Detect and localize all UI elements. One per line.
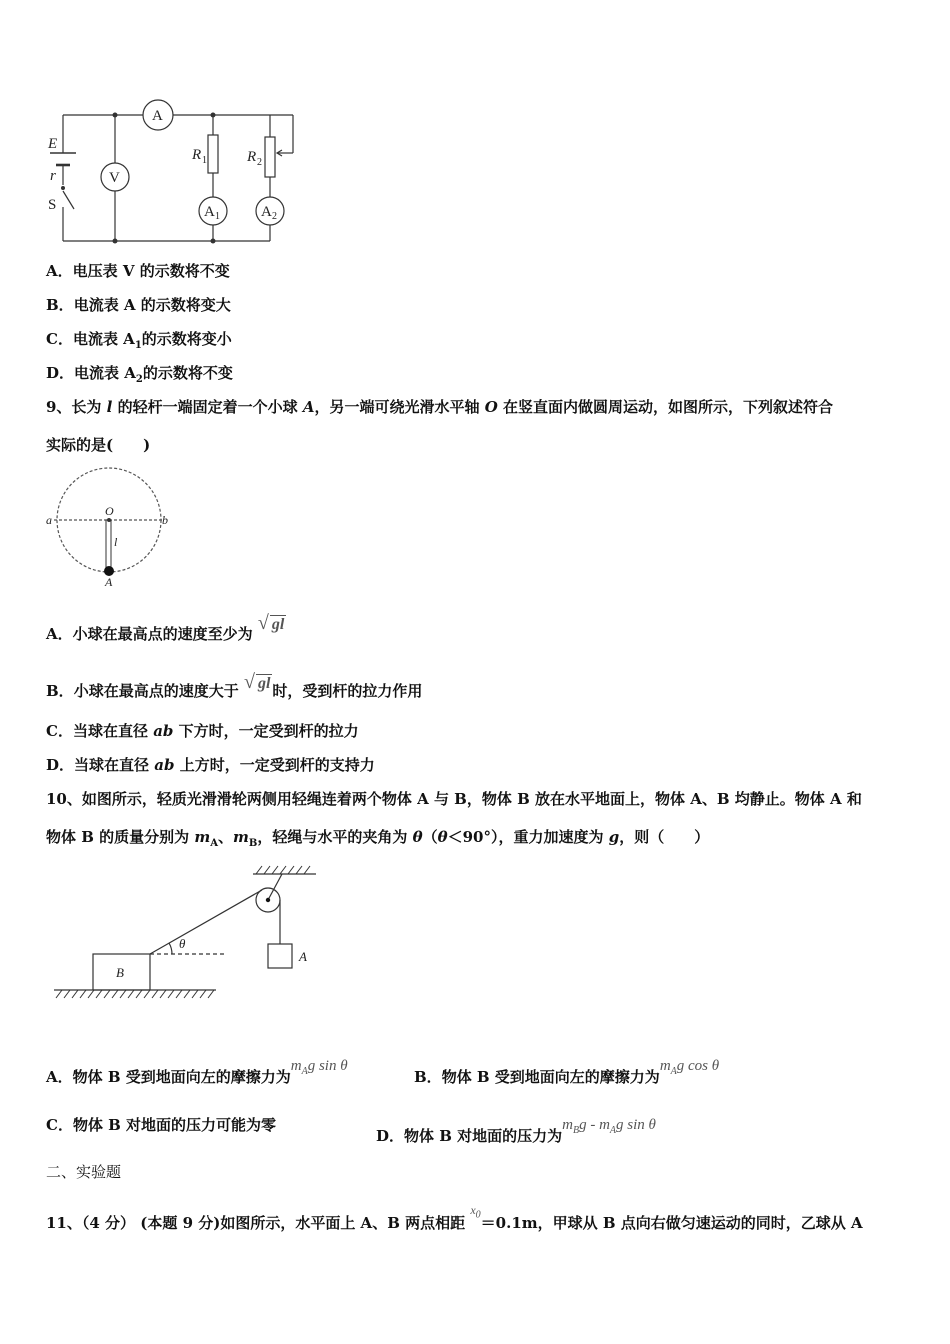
label-theta: θ	[179, 936, 186, 951]
formula-b: $m_Ag$ cos θ	[659, 1058, 720, 1077]
section-title: 二、实验题	[46, 1163, 122, 1181]
q10-option-c: C．物体 B 对地面的压力可能为零	[46, 1116, 277, 1134]
circle-rod-diagram	[42, 462, 182, 588]
label-O: O	[105, 504, 114, 518]
label-S: S	[48, 197, 57, 213]
label-a: a	[46, 513, 52, 527]
label-E: E	[48, 136, 58, 152]
q9-option-a: A．小球在最高点的速度至少为 √ gl	[46, 603, 286, 637]
formula-a: $m_Ag$ sin θ	[290, 1058, 348, 1077]
label-R1-sub: 1	[202, 155, 207, 166]
label-R2-sub: 2	[257, 157, 262, 168]
q10-option-b: B．物体 B 受到地面向左的摩擦力为$m_Ag$ cos θ	[414, 1058, 720, 1086]
circuit-diagram	[40, 95, 310, 255]
q8-option-b: B．电流表 A 的示数将变大	[46, 296, 231, 314]
q8-option-c: C．电流表 $A_1$的示数将变小	[46, 330, 232, 351]
ammeter-A-label: A	[152, 108, 163, 124]
label-block-A: A	[299, 949, 307, 964]
voltmeter-label: V	[109, 170, 120, 186]
q10-stem-line2: 物体 B 的质量分别为 $m_A$、$m_B$，轻绳与水平的夹角为 θ（θ＜90°），重力加速度为 g，则（ ）	[46, 828, 710, 849]
label-R1: R	[192, 147, 202, 163]
label-b: b	[162, 513, 168, 527]
q11-stem: 11、（4 分） (本题 9 分)如图所示，水平面上 A、B 两点相距 $^{x_0}$＝0.1m，甲球从 B 点向右做匀速运动的同时，乙球从 A	[46, 1203, 863, 1232]
ammeter-A1-label: A	[204, 204, 215, 220]
label-block-B: B	[116, 965, 124, 980]
label-l: l	[114, 535, 118, 549]
q10-option-a: A．物体 B 受到地面向左的摩擦力为$m_Ag$ sin θ	[46, 1058, 348, 1086]
x0-symbol: x0	[470, 1203, 481, 1221]
ammeter-A1-sub: 1	[215, 211, 220, 222]
formula-d: $m_Bg - m_Ag$ sin θ	[562, 1117, 656, 1136]
q9-stem-line1: 9、长为 l 的轻杆一端固定着一个小球 A，另一端可绕光滑水平轴 O 在竖直面内做圆周运动，如图所示，下列叙述符合	[46, 398, 834, 416]
label-R2: R	[247, 149, 257, 165]
q10-stem-line1: 10、如图所示，轻质光滑滑轮两侧用轻绳连着两个物体 A 与 B，物体 B 放在水平地面上，物体 A、B 均静止。物体 A 和	[46, 790, 862, 808]
ammeter-A2-label: A	[261, 204, 272, 220]
q8-option-a: A．电压表 V 的示数将不变	[46, 262, 230, 280]
ammeter-A2-sub: 2	[272, 211, 277, 222]
q9-option-c: C．当球在直径 ab 下方时，一定受到杆的拉力	[46, 722, 359, 740]
label-r: r	[50, 168, 56, 184]
q9-option-b: B．小球在最高点的速度大于 √ gl 时，受到杆的拉力作用	[46, 660, 422, 694]
q9-option-d: D．当球在直径 ab 上方时，一定受到杆的支持力	[46, 756, 375, 774]
q10-option-d: D．物体 B 对地面的压力为$m_Bg - m_Ag$ sin θ	[376, 1117, 656, 1145]
sqrt-gl-a: √ gl	[257, 612, 285, 634]
label-A: A	[105, 575, 113, 588]
q8-option-d: D．电流表 $A_2$的示数将不变	[46, 364, 233, 385]
q9-stem-line2: 实际的是( )	[46, 436, 151, 454]
sqrt-gl-b: √ gl	[243, 671, 271, 693]
pulley-diagram	[48, 862, 328, 1002]
